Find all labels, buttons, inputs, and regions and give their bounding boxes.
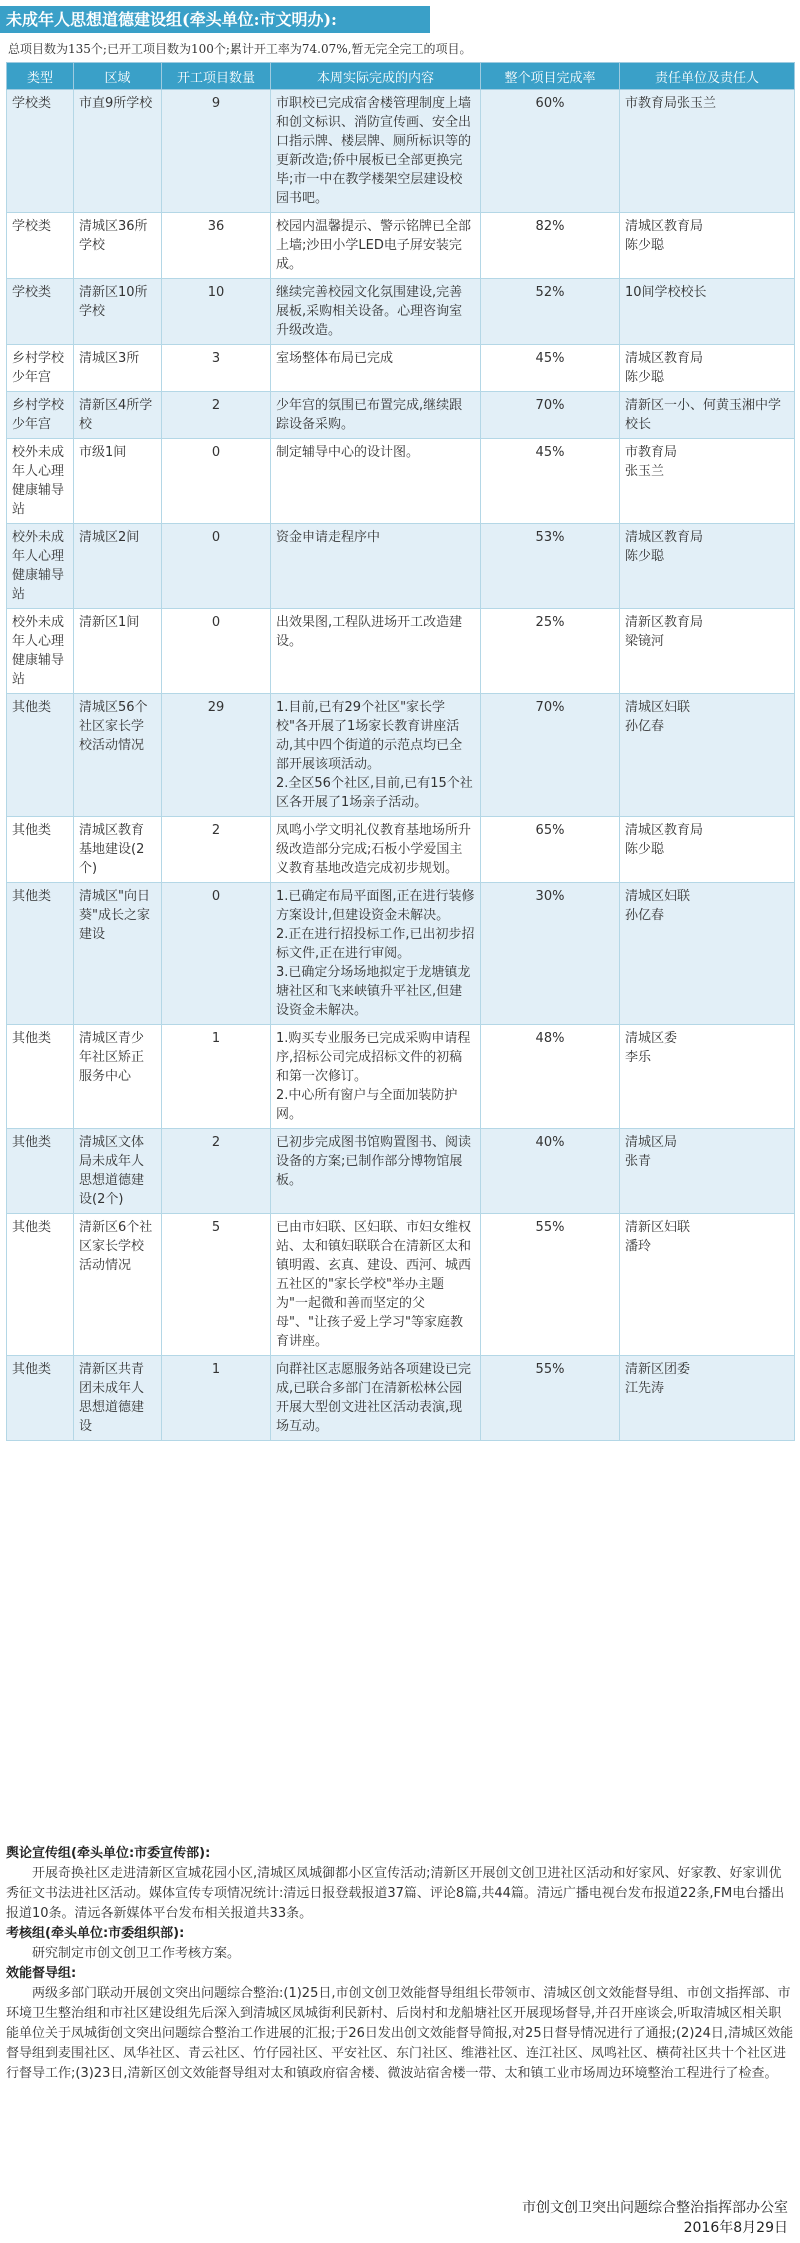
cell-owner: 清城区委 李乐 bbox=[620, 1025, 795, 1129]
cell-area: 清城区文体局未成年人思想道德建设(2个) bbox=[74, 1129, 162, 1214]
cell-owner: 清新区教育局 梁镜河 bbox=[620, 609, 795, 694]
cell-content: 继续完善校园文化氛围建设,完善展板,采购相关设备。心理咨询室升级改造。 bbox=[271, 279, 481, 345]
cell-rate: 70% bbox=[481, 392, 620, 439]
cell-rate: 53% bbox=[481, 524, 620, 609]
table-row bbox=[7, 213, 795, 279]
cell-content: 少年宫的氛围已布置完成,继续跟踪设备采购。 bbox=[271, 392, 481, 439]
table-row bbox=[7, 883, 795, 1025]
cell-type: 乡村学校少年宫 bbox=[7, 345, 74, 392]
cell-count: 2 bbox=[162, 817, 271, 883]
cell-area: 清城区2间 bbox=[74, 524, 162, 609]
cell-count: 0 bbox=[162, 883, 271, 1025]
cell-content: 室场整体布局已完成 bbox=[271, 345, 481, 392]
cell-count: 0 bbox=[162, 524, 271, 609]
cell-type: 校外未成年人心理健康辅导站 bbox=[7, 439, 74, 524]
col-header-count: 开工项目数量 bbox=[162, 63, 271, 90]
table-row bbox=[7, 1214, 795, 1356]
cell-count: 1 bbox=[162, 1025, 271, 1129]
table-row bbox=[7, 1025, 795, 1129]
cell-rate: 48% bbox=[481, 1025, 620, 1129]
cell-content: 市职校已完成宿舍楼管理制度上墙和创文标识、消防宣传画、安全出口指示牌、楼层牌、厕所标识等的更新改造;侨中展板已全部更换完毕;市一中在教学楼架空层建设校园书吧。 bbox=[271, 90, 481, 213]
cell-count: 0 bbox=[162, 609, 271, 694]
cell-content: 制定辅导中心的设计图。 bbox=[271, 439, 481, 524]
cell-type: 乡村学校少年宫 bbox=[7, 392, 74, 439]
cell-owner: 清新区妇联 潘玲 bbox=[620, 1214, 795, 1356]
cell-type: 校外未成年人心理健康辅导站 bbox=[7, 524, 74, 609]
supervision-section bbox=[6, 1964, 794, 2084]
cell-owner: 市教育局 张玉兰 bbox=[620, 439, 795, 524]
cell-count: 1 bbox=[162, 1356, 271, 1441]
sections-block bbox=[6, 1844, 794, 2084]
cell-count: 2 bbox=[162, 392, 271, 439]
cell-type: 其他类 bbox=[7, 1129, 74, 1214]
col-header-content: 本周实际完成的内容 bbox=[271, 63, 481, 90]
progress-table bbox=[6, 62, 795, 1441]
cell-content: 1.已确定布局平面图,正在进行装修方案设计,但建设资金未解决。 2.正在进行招投标工作,已出初步招标文件,正在进行审阅。 3.已确定分场场地拟定于龙塘镇龙塘社区和飞来峡镇升平社区,但建设资金未解决。 bbox=[271, 883, 481, 1025]
cell-type: 其他类 bbox=[7, 694, 74, 817]
cell-content: 已初步完成图书馆购置图书、阅读设备的方案;已制作部分博物馆展板。 bbox=[271, 1129, 481, 1214]
cell-owner: 清城区教育局 陈少聪 bbox=[620, 213, 795, 279]
cell-owner: 清新区一小、何黄玉湘中学校长 bbox=[620, 392, 795, 439]
cell-count: 36 bbox=[162, 213, 271, 279]
cell-area: 清新区1间 bbox=[74, 609, 162, 694]
cell-owner: 清城区教育局 陈少聪 bbox=[620, 345, 795, 392]
cell-owner: 清城区妇联 孙亿春 bbox=[620, 694, 795, 817]
cell-rate: 82% bbox=[481, 213, 620, 279]
footer-org: 市创文创卫突出问题综合整治指挥部办公室 bbox=[522, 2200, 788, 2216]
table-row bbox=[7, 90, 795, 213]
cell-rate: 45% bbox=[481, 345, 620, 392]
cell-rate: 65% bbox=[481, 817, 620, 883]
col-header-area: 区域 bbox=[74, 63, 162, 90]
cell-rate: 52% bbox=[481, 279, 620, 345]
cell-area: 市级1间 bbox=[74, 439, 162, 524]
table-row bbox=[7, 1356, 795, 1441]
cell-rate: 55% bbox=[481, 1356, 620, 1441]
cell-area: 清城区"向日葵"成长之家建设 bbox=[74, 883, 162, 1025]
table-row bbox=[7, 439, 795, 524]
table-row bbox=[7, 609, 795, 694]
table-row bbox=[7, 1129, 795, 1214]
cell-type: 其他类 bbox=[7, 1214, 74, 1356]
cell-area: 清城区青少年社区矫正服务中心 bbox=[74, 1025, 162, 1129]
cell-type: 其他类 bbox=[7, 817, 74, 883]
cell-count: 10 bbox=[162, 279, 271, 345]
cell-owner: 市教育局张玉兰 bbox=[620, 90, 795, 213]
cell-owner: 清城区局 张青 bbox=[620, 1129, 795, 1214]
table-row bbox=[7, 694, 795, 817]
table-row bbox=[7, 524, 795, 609]
cell-type: 学校类 bbox=[7, 279, 74, 345]
cell-rate: 25% bbox=[481, 609, 620, 694]
publicity-heading: 舆论宣传组(牵头单位:市委宣传部): bbox=[6, 1846, 211, 1861]
cell-area: 清新区10所学校 bbox=[74, 279, 162, 345]
cell-content: 向群社区志愿服务站各项建设已完成,已联合多部门在清新松林公园开展大型创文进社区活动表演,现场互动。 bbox=[271, 1356, 481, 1441]
cell-owner: 清城区教育局 陈少聪 bbox=[620, 817, 795, 883]
cell-content: 校园内温馨提示、警示铭牌已全部上墙;沙田小学LED电子屏安装完成。 bbox=[271, 213, 481, 279]
cell-rate: 60% bbox=[481, 90, 620, 213]
cell-area: 市直9所学校 bbox=[74, 90, 162, 213]
cell-count: 9 bbox=[162, 90, 271, 213]
cell-area: 清新区6个社区家长学校活动情况 bbox=[74, 1214, 162, 1356]
cell-content: 1.购买专业服务已完成采购申请程序,招标公司完成招标文件的初稿和第一次修订。 2.中心所有窗户与全面加装防护网。 bbox=[271, 1025, 481, 1129]
cell-content: 1.目前,已有29个社区"家长学校"各开展了1场家长教育讲座活动,其中四个街道的示范点均已全部开展该项活动。 2.全区56个社区,目前,已有15个社区各开展了1场亲子活动。 bbox=[271, 694, 481, 817]
cell-type: 其他类 bbox=[7, 1356, 74, 1441]
cell-content: 出效果图,工程队进场开工改造建设。 bbox=[271, 609, 481, 694]
cell-rate: 30% bbox=[481, 883, 620, 1025]
cell-rate: 70% bbox=[481, 694, 620, 817]
cell-count: 29 bbox=[162, 694, 271, 817]
cell-area: 清城区教育基地建设(2个) bbox=[74, 817, 162, 883]
cell-content: 凤鸣小学文明礼仪教育基地场所升级改造部分完成;石板小学爱国主义教育基地改造完成初步规划。 bbox=[271, 817, 481, 883]
table-row bbox=[7, 817, 795, 883]
assessment-section bbox=[6, 1924, 794, 1964]
table-body bbox=[7, 90, 795, 1441]
cell-content: 资金申请走程序中 bbox=[271, 524, 481, 609]
col-header-owner: 责任单位及责任人 bbox=[620, 63, 795, 90]
cell-owner: 清城区妇联 孙亿春 bbox=[620, 883, 795, 1025]
cell-type: 其他类 bbox=[7, 883, 74, 1025]
cell-rate: 40% bbox=[481, 1129, 620, 1214]
signature-block bbox=[522, 2198, 788, 2238]
cell-area: 清城区56个社区家长学校活动情况 bbox=[74, 694, 162, 817]
cell-content: 已由市妇联、区妇联、市妇女维权站、太和镇妇联联合在清新区太和镇明霞、玄真、建设、西河、城西五社区的"家长学校"举办主题为"一起微和善而坚定的父母"、"让孩子爱上学习"等家庭教育讲座。 bbox=[271, 1214, 481, 1356]
cell-area: 清新区4所学校 bbox=[74, 392, 162, 439]
table-header-row bbox=[7, 63, 795, 90]
assessment-text: 研究制定市创文创卫工作考核方案。 bbox=[32, 1946, 241, 1961]
assessment-heading: 考核组(牵头单位:市委组织部): bbox=[6, 1926, 185, 1941]
cell-count: 0 bbox=[162, 439, 271, 524]
supervision-heading: 效能督导组: bbox=[6, 1966, 77, 1981]
col-header-type: 类型 bbox=[7, 63, 74, 90]
publicity-section bbox=[6, 1844, 794, 1924]
cell-owner: 10间学校校长 bbox=[620, 279, 795, 345]
cell-count: 5 bbox=[162, 1214, 271, 1356]
cell-rate: 55% bbox=[481, 1214, 620, 1356]
cell-area: 清新区共青团未成年人思想道德建设 bbox=[74, 1356, 162, 1441]
cell-owner: 清新区团委 江先涛 bbox=[620, 1356, 795, 1441]
cell-type: 校外未成年人心理健康辅导站 bbox=[7, 609, 74, 694]
cell-rate: 45% bbox=[481, 439, 620, 524]
summary-line: 总项目数为135个;已开工项目数为100个;累计开工率为74.07%,暂无完全完工的项目。 bbox=[8, 42, 472, 56]
cell-count: 2 bbox=[162, 1129, 271, 1214]
cell-type: 其他类 bbox=[7, 1025, 74, 1129]
cell-area: 清城区3所 bbox=[74, 345, 162, 392]
cell-area: 清城区36所学校 bbox=[74, 213, 162, 279]
table-row bbox=[7, 279, 795, 345]
footer-date: 2016年8月29日 bbox=[683, 2220, 788, 2236]
cell-type: 学校类 bbox=[7, 213, 74, 279]
section-title: 未成年人思想道德建设组(牵头单位:市文明办): bbox=[0, 6, 430, 33]
cell-type: 学校类 bbox=[7, 90, 74, 213]
cell-owner: 清城区教育局 陈少聪 bbox=[620, 524, 795, 609]
table-row bbox=[7, 392, 795, 439]
publicity-text: 开展奇换社区走进清新区宣城花园小区,清城区凤城御都小区宣传活动;清新区开展创文创卫进社区活动和好家风、好家教、好家训优秀征文书法进社区活动。媒体宣传专项情况统计:清远日报登载报道37篇、评论8篇,共44篇。清远广播电视台发布报道22条,FM电台播出报道10条。清远各新媒体平台发布相关报道共33条。 bbox=[6, 1866, 785, 1921]
cell-count: 3 bbox=[162, 345, 271, 392]
table-row bbox=[7, 345, 795, 392]
supervision-text: 两级多部门联动开展创文突出问题综合整治:(1)25日,市创文创卫效能督导组组长带领市、清城区创文效能督导组、市创文指挥部、市环境卫生整治组和市社区建设组先后深入到清城区凤城街利民新村、后岗村和龙船塘社区开展现场督导,并召开座谈会,听取清城区相关职能单位关于凤城街创文突出问题综合整治工作进展的汇报;于26日发出创文效能督导简报,对25日督导情况进行了通报;(2)24日,清城区效能督导组到麦围社区、凤华社区、青云社区、竹仔园社区、平安社区、东门社区、维港社区、连江社区、凤鸣社区、横荷社区共十个社区进行督导工作;(3)23日,清新区创文效能督导组对太和镇政府宿舍楼、微波站宿舍楼一带、太和镇工业市场周边环境整治工程进行了检查。 bbox=[6, 1986, 794, 2081]
col-header-rate: 整个项目完成率 bbox=[481, 63, 620, 90]
